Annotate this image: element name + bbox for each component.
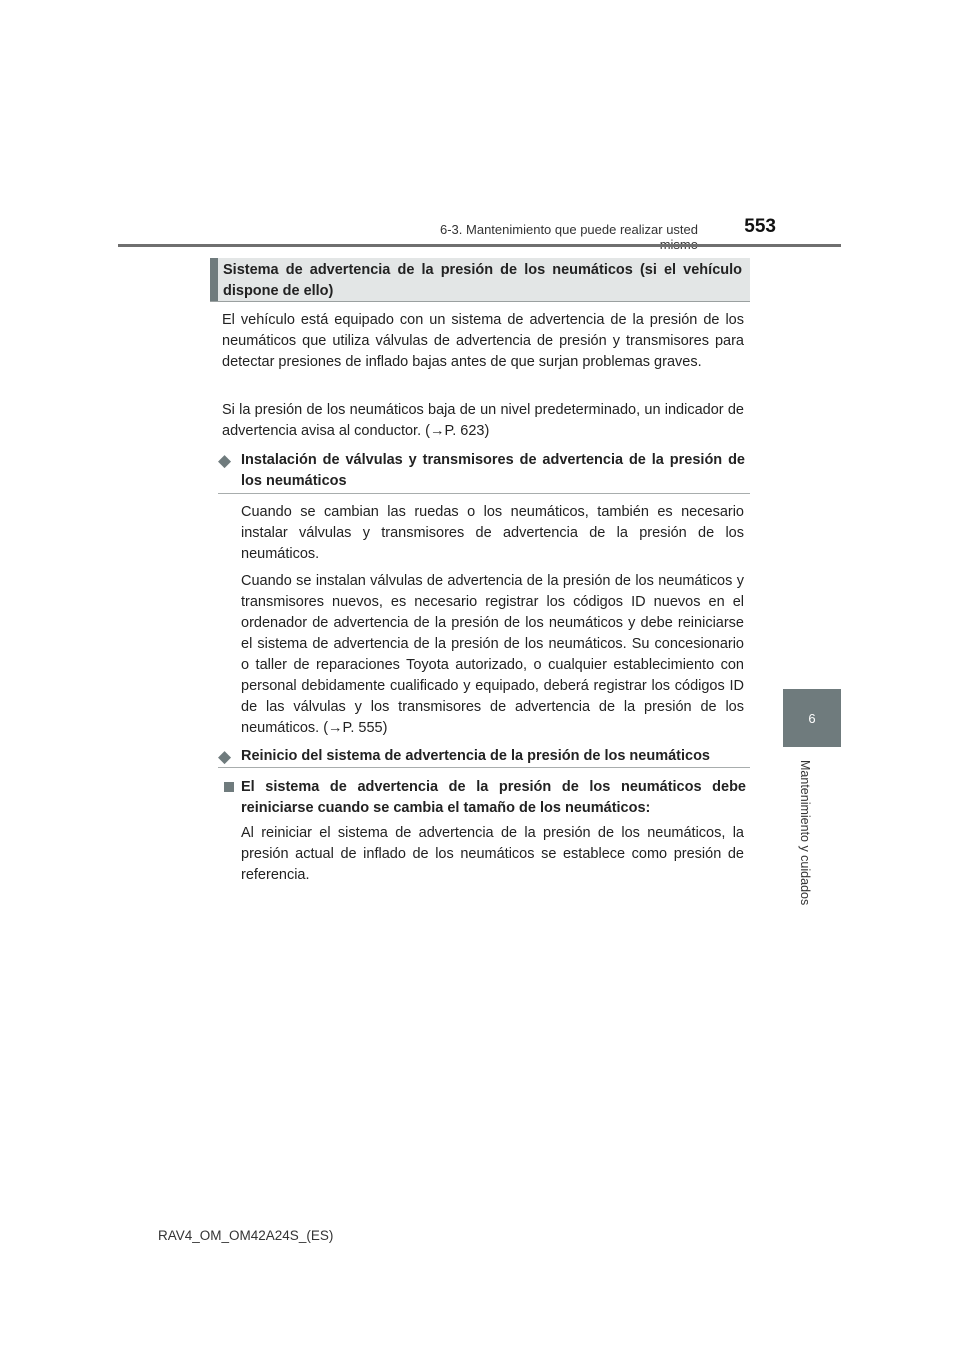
header-section-title: 6-3. Mantenimiento que puede realizar usted <box>440 222 698 237</box>
square-bullet-icon <box>224 782 234 792</box>
subsection-heading-installation <box>218 450 745 494</box>
section-heading-bar <box>210 258 218 301</box>
item-title: El sistema de advertencia de la presión de los neumáticos debe reiniciarse cuando se cambia el tamaño de los neumáticos: <box>241 779 746 816</box>
subsection-title: Instalación de válvulas y transmisores de advertencia de la presión de los neumáticos <box>241 452 745 489</box>
item-heading <box>224 777 746 821</box>
section-heading-box <box>210 258 750 302</box>
intro-paragraph-2: Si la presión de los neumáticos baja de un nivel predeterminado, un indicador de advertencia avisa al conductor. (→P. 623) <box>222 402 744 439</box>
chapter-tab-number: 6 <box>808 710 816 726</box>
installation-paragraph-2: Cuando se instalan válvulas de advertencia de la presión de los neumáticos y transmisores nuevos, es necesario registrar los códigos ID nuevos en el ordenador de advertencia de la presión de los neumáticos y debe reiniciarse el sistema de advertencia de la presión de los neumáticos. Su concesionario o taller de reparaciones Toyota autorizado, o cualquier establecimiento con personal debidamente cualificado y equipado, deberá registrar los códigos ID de las válvulas y los transmisores de advertencia de la presión de los neumáticos. (→P. 555) <box>241 573 744 736</box>
chapter-tab[interactable] <box>783 689 841 747</box>
subsection-divider <box>218 493 750 494</box>
subsection-title: Reinicio del sistema de advertencia de la presión de los neumáticos <box>241 748 710 764</box>
subsection-divider <box>218 767 750 768</box>
reset-paragraph: Al reiniciar el sistema de advertencia de la presión de los neumáticos, la presión actual de inflado de los neumáticos se establece como presión de referencia. <box>241 825 744 883</box>
diamond-bullet-icon: ◆ <box>218 451 232 470</box>
header-divider <box>118 244 841 247</box>
document-code: RAV4_OM_OM42A24S_(ES) <box>158 1228 334 1243</box>
subsection-heading-reset <box>218 746 745 768</box>
chapter-tab-label: Mantenimiento y cuidados <box>798 760 812 906</box>
intro-paragraph-1: El vehículo está equipado con un sistema de advertencia de la presión de los neumáticos que utiliza válvulas de advertencia de presión y transmisores para detectar presiones de inflado bajas antes de que surjan problemas graves. <box>222 312 744 370</box>
installation-paragraph-1: Cuando se cambian las ruedas o los neumáticos, también es necesario instalar válvulas y transmisores de advertencia de la presión de los neumáticos. <box>241 504 744 562</box>
section-title: Sistema de advertencia de la presión de los neumáticos (si el vehículo dispone de ello) <box>223 262 742 299</box>
diamond-bullet-icon: ◆ <box>218 747 232 766</box>
page-number: 553 <box>744 216 776 237</box>
